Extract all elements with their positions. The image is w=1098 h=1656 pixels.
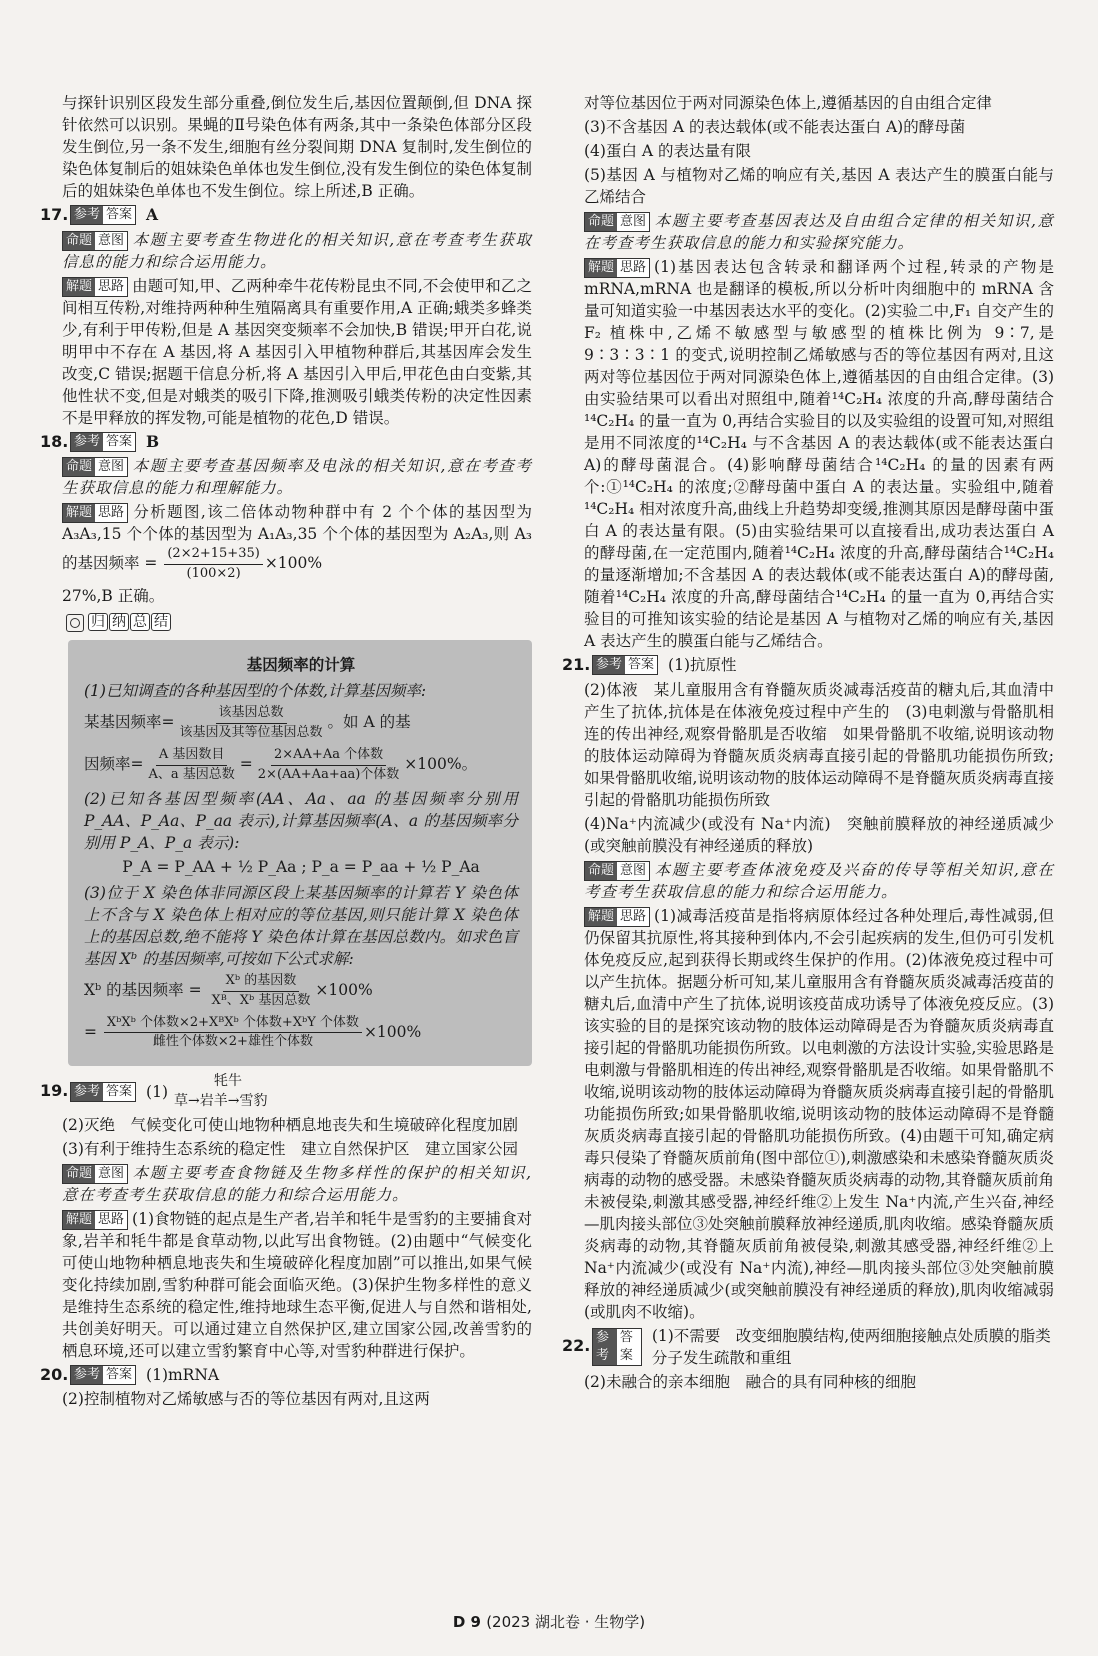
summary-title: 基因频率的计算 <box>246 656 356 675</box>
q18-intent: 命题 意图 本题主要考查基因频率及电泳的相关知识,意在考查考生获取信息的能力和理解能力。 <box>62 457 532 498</box>
formula-4: Xᵇ 的基因频率 = $\frac{\text{Xᵇ 的基因数}}{\text{Xᴮ、Xᵇ 基因总数}}$ ×100% <box>84 973 373 1008</box>
q17-intent: 命题 意图 本题主要考查生物进化的相关知识,意在考查考生获取信息的能力和综合运用能力。 <box>62 230 532 271</box>
formula-2: 因频率= $\frac{\text{A 基因数目}}{\text{A、a 基因总数}}$ = $\frac{\text{2×AA+Aa 个体数}}{\text{2×(AA+Aa+aa)个体数}}$ ×100%。 <box>84 747 478 782</box>
q21-a4: (4)Na⁺内流减少(或没有 Na⁺内流) 突触前膜释放的神经递质减少(或突触前膜没有神经递质的释放) <box>584 814 1054 855</box>
reference-answer-tag: 参考 答案 <box>70 1365 136 1385</box>
q20-a2: (2)控制植物对乙烯敏感与否的等位基因有两对,且这两 <box>62 1390 430 1409</box>
q18-result: 27%,B 正确。 <box>62 587 165 606</box>
reference-answer-tag: 参考 答案 <box>70 205 136 225</box>
q17-header <box>40 204 532 227</box>
summary-tag: 归 纳 总 结 <box>66 613 172 633</box>
chain-top: 牦牛 <box>214 1072 242 1089</box>
q20-a5: (5)基因 A 与植物对乙烯的响应有关,基因 A 表达产生的膜蛋白能与乙烯结合 <box>584 166 1054 206</box>
food-chain <box>174 1072 267 1112</box>
q21-think: 解题 思路 (1)减毒活疫苗是指将病原体经过各种处理后,毒性减弱,但仍保留其抗原性,将其接种到体内,不会引起疾病的发生,但仍可引发机体免疫反应,起到获得长期或终生保护的作用。(2)体液免疫过程中可以产生抗体。据题分析可知,某儿童服用含有脊髓灰质炎减毒活疫苗的糖丸后,血清中产生了抗体,说明该疫苗成功诱导了体液免疫反应。(3)该实验的目的是探究该动物的肢体运动障碍是否为脊髓灰质炎病毒直接引起的骨骼肌功能损伤所致。以电刺激的方法设计实验,实验思路是电刺激与骨骼肌相连的传出神经,观察骨骼肌是否收缩。如果骨骼肌不收缩,说明该动物的肢体运动障碍为脊髓灰质炎病毒直接引起的骨骼肌功能损伤所致;如果骨骼肌收缩,说明该动物的肢体运动障碍不是脊髓灰质炎病毒直接引起的骨骼肌功能损伤所致。(4)由题干可知,确定病毒只侵染了脊髓灰质前角(图中部位①),刺激感染和未感染脊髓灰质炎病毒的动物的感受器。未感染脊髓灰质炎病毒的动物,其脊髓灰质前角未被侵染,刺激其感受器,神经纤维②上发生 Na⁺内流,产生兴奋,神经—肌肉接头部位③处突触前膜释放神经递质,肌肉收缩。感染脊髓灰质炎病毒的动物,其脊髓灰质前角被侵染,刺激其感受器,神经纤维②上 Na⁺内流减少(或没有 Na⁺内流),神经—肌肉接头部位③处突触前膜释放的神经递质减少(或突触前膜没有神经递质的释放),肌肉收缩减弱(或肌肉不收缩)。 <box>584 906 1054 1321</box>
q20-cont: 对等位基因位于两对同源染色体上,遵循基因的自由组合定律 <box>584 94 992 112</box>
q20-think: 解题 思路 (1)基因表达包含转录和翻译两个过程,转录的产物是 mRNA,mRNA 也是翻译的模板,所以分析叶肉细胞中的 mRNA 含量可知道实验一中基因表达水平的变化。(2)实验二中,F₁ 自交产生的 F₂ 植株中,乙烯不敏感型与敏感型的植株比例为 9∶7,是 9∶3∶3∶1 的变式,说明控制乙烯敏感与否的等位基因有两对,且这两对等位基因位于两对同源染色体上,遵循基因的自由组合定律。(3)由实验结果可以看出对照组中,随着¹⁴C₂H₄ 浓度的升高,酵母菌结合¹⁴C₂H₄ 的量一直为 0,再结合实验目的以及实验组的设置可知,对照组是用不同浓度的¹⁴C₂H₄ 与不含基因 A 的表达载体(或不能表达蛋白 A)的酵母菌混合。(4)影响酵母菌结合¹⁴C₂H₄ 的量的因素有两个:①¹⁴C₂H₄ 的浓度;②酵母菌中蛋白 A 的表达量。实验组中,随着¹⁴C₂H₄ 相对浓度升高,曲线上升趋势却变缓,推测其原因是酵母菌中蛋白 A 的表达量有限。(5)由实验结果可以直接看出,成功表达蛋白 A 的酵母菌,在一定范围内,随着¹⁴C₂H₄ 浓度的升高,酵母菌结合¹⁴C₂H₄ 的量逐渐增加;不含基因 A 的表达载体(或不能表达蛋白 A)的酵母菌,随着¹⁴C₂H₄ 浓度的升高,酵母菌结合¹⁴C₂H₄ 的量一直为 0,再结合实验目的可推知该实验的结论是基因 A 与植物对乙烯的响应有关,基因 A 表达产生的膜蛋白能与乙烯结合。 <box>584 258 1054 650</box>
question-number: 19. <box>40 1081 69 1101</box>
intent-tag: 命题 意图 <box>62 1164 128 1184</box>
q22-a2: (2)未融合的亲本细胞 融合的具有同种核的细胞 <box>584 1372 916 1391</box>
think-tag: 解题 思路 <box>584 258 650 278</box>
page-footer <box>0 1612 1098 1633</box>
fraction: $\frac{(2\times 2+15+35)}{(100\times 2)}$ <box>164 545 262 583</box>
q21-header: 21. 参考 答案 (1)抗原性 <box>562 654 1054 677</box>
question-number: 22. <box>562 1336 591 1356</box>
q19-think: 解题 思路 (1)食物链的起点是生产者,岩羊和牦牛是雪豹的主要捕食对象,岩羊和牦牛都是食草动物,以此写出食物链。(2)由题中“气候变化可使山地物种栖息地丧失和生境破碎化程度加剧”可以推出,如果气候变化持续加剧,雪豹种群可能会面临灭绝。(3)保护生物多样性的意义是维持生态系统的稳定性,维持地球生态平衡,促进人与自然和谐相处,共创美好明天。可以通过建立自然保护区,建立国家公园,改善雪豹的栖息环境,还可以建立雪豹繁育中心等,对雪豹种群进行保护。 <box>62 1209 532 1360</box>
think-tag: 解题 思路 <box>584 907 650 927</box>
q19-intent: 命题 意图 本题主要考查食物链及生物多样性的保护的相关知识,意在考查考生获取信息的能力和综合运用能力。 <box>62 1163 532 1204</box>
q19-a3: (3)有利于维持生态系统的稳定性 建立自然保护区 建立国家公园 <box>62 1139 518 1158</box>
summary-p3: (3)位于 X 染色体非同源区段上某基因频率的计算若 Y 染色体上不含与 X 染色体上相对应的等位基因,则只能计算 X 染色体上的基因总数,绝不能将 Y 染色体计算在基因总数内。如求色盲基因 Xᵇ 的基因频率,可按如下公式求解: <box>84 884 518 969</box>
q20-a4: (4)蛋白 A 的表达量有限 <box>584 142 752 160</box>
intro-text: 与探针识别区段发生部分重叠,倒位发生后,基因位置颠倒,但 DNA 探针依然可以识别。果蝇的Ⅱ号染色体有两条,其中一条染色体部分区段发生倒位,另一条不发生,细胞有丝分裂间期 DNA 复制时,发生倒位的染色体复制后的姐妹染色单体也发生倒位,没有发生倒位的染色体复制后的姐妹染色单体也不发生倒位。综上所述,B 正确。 <box>62 94 532 200</box>
q19-header: 19. 参考 答案 (1) 牦牛 草→岩羊→雪豹 <box>40 1072 532 1112</box>
footer-subtitle: (2023 湖北卷 · 生物学) <box>486 1613 646 1631</box>
q21-intent: 命题 意图 本题主要考查体液免疫及兴奋的传导等相关知识,意在考查考生获取信息的能力和综合运用能力。 <box>584 860 1054 901</box>
question-number: 18. <box>40 431 69 451</box>
question-number: 17. <box>40 205 69 224</box>
q18-think: 解题 思路 分析题图,该二倍体动物种群中有 2 个个体的基因型为 A₃A₃,15 个个体的基因型为 A₁A₃,35 个个体的基因型为 A₂A₃,则 A₃ 的基因频率 = $\frac{(2\times 2+15+35)}{(100\times 2)}$ ×100% <box>62 501 532 583</box>
summary-p1: (1)已知调查的各种基因型的个体数,计算基因频率: <box>84 682 427 701</box>
think-tag: 解题 思路 <box>62 277 128 297</box>
answer: A <box>146 205 159 225</box>
magnifier-icon <box>66 614 84 632</box>
question-number: 20. <box>40 1364 69 1384</box>
reference-answer-tag: 参考 答案 <box>70 1082 136 1102</box>
summary-box <box>68 640 532 1066</box>
answer: B <box>146 432 160 452</box>
formula-3: P_A = P_AA + ½ P_Aa ; P_a = P_aa + ½ P_Aa <box>122 858 480 877</box>
think-tag: 解题 思路 <box>62 1210 128 1230</box>
question-number: 21. <box>562 655 591 674</box>
summary-p2: (2)已知各基因型频率(AA、Aa、aa 的基因频率分别用 P_AA、P_Aa、P_aa 表示),计算基因频率(A、a 的基因频率分别用 P_A、P_a 表示): <box>84 790 518 853</box>
q21-a2: (2)体液 某儿童服用含有脊髓灰质炎减毒活疫苗的糖丸后,其血清中产生了抗体,抗体是在体液免疫过程中产生的 (3)电刺激与骨骼肌相连的传出神经,观察骨骼肌是否收缩 如果骨骼肌不收缩,说明该动物的肢体运动障碍为脊髓灰质炎病毒直接引起的骨骼肌功能损伤所致;如果骨骼肌收缩,说明该动物的肢体运动障碍不是脊髓灰质炎病毒直接引起的骨骼肌功能损伤所致 <box>584 680 1054 809</box>
q20-a3: (3)不含基因 A 的表达载体(或不能表达蛋白 A)的酵母菌 <box>584 118 966 136</box>
q17-think: 解题 思路 由题可知,甲、乙两种牵牛花传粉昆虫不同,不会使甲和乙之间相互传粉,对维持两种种生殖隔离具有重要作用,A 正确;蛾类多蜂类少,有利于甲传粉,但是 A 基因突变频率不会加快,B 错误;甲开白花,说明甲中不存在 A 基因,将 A 基因引入甲植物种群后,其基因库会发生改变,C 错误;据题干信息分析,将 A 基因引入甲后,甲花色由白变紫,其他性状不变,但是对蛾类的吸引下降,推测吸引蛾类传粉的决定性因素不是甲释放的挥发物,可能是植物的花色,D 错误。 <box>62 276 532 427</box>
q20-intent: 命题 意图 本题主要考查基因表达及自由组合定律的相关知识,意在考查考生获取信息的能力和实验探究能力。 <box>584 212 1054 252</box>
formula-5: = $\frac{\text{XᵇXᵇ 个体数×2+XᴮXᵇ 个体数+XᵇY 个体数}}{\text{雌性个体数×2+雄性个体数}}$ ×100% <box>84 1015 422 1050</box>
reference-answer-tag: 参考 答案 <box>70 432 136 452</box>
intent-tag: 命题 意图 <box>62 231 128 251</box>
q18-header <box>40 431 532 454</box>
chain-bottom: 草→岩羊→雪豹 <box>174 1092 268 1109</box>
formula-1: 某基因频率= $\frac{\text{该基因总数}}{\text{该基因及其等位基因总数}}$ 。如 A 的基 <box>84 705 411 740</box>
reference-answer-tag: 参考 答案 <box>592 1328 642 1366</box>
reference-answer-tag: 参考 答案 <box>592 655 658 675</box>
q20-header: 20. 参考 答案 (1)mRNA <box>40 1364 532 1387</box>
intent-tag: 命题 意图 <box>62 457 128 477</box>
intent-tag: 命题 意图 <box>584 861 650 881</box>
page-number: D 9 <box>452 1613 481 1631</box>
intent-tag: 命题 意图 <box>584 212 650 232</box>
q19-a2: (2)灭绝 气候变化可使山地物种栖息地丧失和生境破碎化程度加剧 <box>62 1115 518 1134</box>
q22-header: 22. 参考 答案 (1)不需要 改变细胞膜结构,使两细胞接触点处质膜的脂类分子发生疏散和重组 <box>562 1326 1051 1367</box>
right-column <box>562 92 1054 1395</box>
think-tag: 解题 思路 <box>62 503 128 523</box>
left-column <box>40 92 532 1412</box>
